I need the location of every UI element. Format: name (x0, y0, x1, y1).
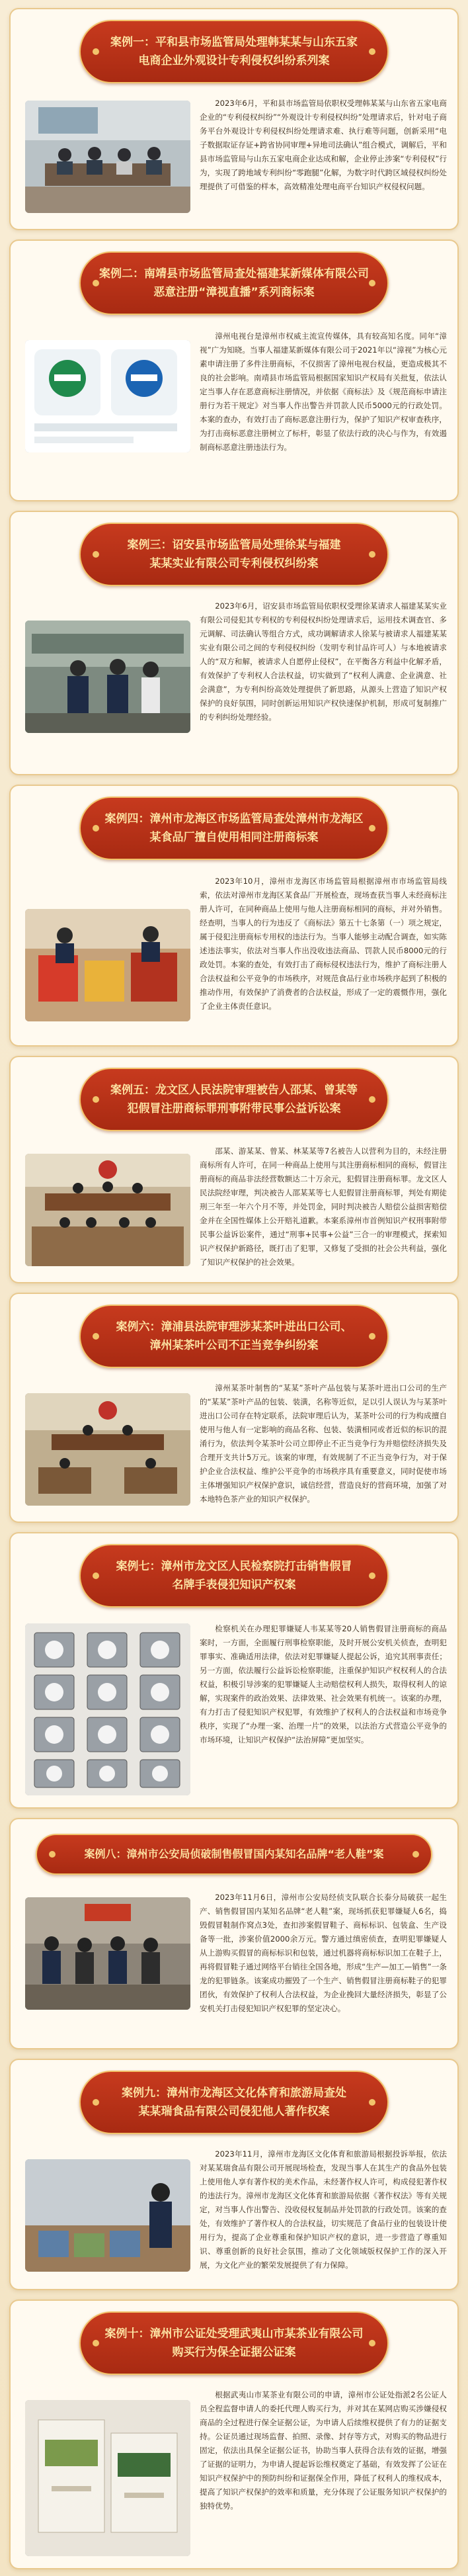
case-card-1 (9, 8, 459, 230)
case-card-2 (9, 239, 459, 501)
case-banner (79, 523, 389, 586)
app-logo-screenshot (25, 340, 190, 452)
seized-goods-photo (25, 909, 190, 1021)
case-banner (79, 1544, 389, 1608)
case-description: 2023年6月，平和县市场监管局依职权受理韩某某与山东省五家电商企业的“专利侵权纠纷”“外观设计专利侵权纠纷”处理请求后，针对电子商务平台外观设计专利侵权纠纷处理请求难、执行难等问题，创新采用“电子数据取证存证+跨省协同审理+异地司法确认”组合模式，调解后，平和县市场监管局与山东五家电商企业达成和解，企业停止涉案“专利侵权”行为，实现了跨地域专利纠纷“零跑腿”化解，为数字时代跨区域侵权纠纷处理提供了可借鉴的样本，高效精准处理电商平台知识产权侵权问题。 (200, 99, 447, 191)
case-title-line1: 案例五：龙文区人民法院审理被告人邵某、曾某等 (110, 1084, 358, 1097)
case-description: 邵某、游某某、曾某、林某某等7名被告人以营利为目的，未经注册商标所有人许可，在同一种商品上使用与其注册商标相同的商标，假冒注册商标的商品非法经营数额达二十万余元，犯假冒注册商标罪。龙文区人民法院经审理，判决被告人邵某某等七人犯假冒注册商标罪，判处有期徒刑三年至一年六个月不等，并处罚金，同时判决被告人赔偿公益损害赔偿金并在全国性媒体上公开赔礼道歉。本案系漳州市首例知识产权刑事附带民事公益诉讼案件，通过“刑事+民事+公益”三合一的审理模式，探索知识产权保护新路径，既打击了犯罪，又修复了受损的社会公共利益，强化了知识产权保护的社会效果。 (200, 1146, 447, 1267)
banner-ornament (93, 1572, 99, 1579)
watches-evidence-photo (25, 1623, 190, 1795)
banner-ornament (93, 825, 99, 832)
case-card-10 (9, 2299, 459, 2569)
tea-boxes-photo (25, 2400, 190, 2556)
banner-ornament (93, 280, 99, 286)
case-title-line1: 案例十：漳州市公证处受理武夷山市某茶业有限公司 (104, 2327, 364, 2340)
case-title-line1: 案例二：南靖县市场监管局查处福建某新媒体有限公司 (99, 267, 369, 280)
packaging-inspection-photo (25, 2159, 190, 2272)
case-card-9 (9, 2059, 459, 2290)
case-banner (79, 796, 389, 860)
case-card-7 (9, 1532, 459, 1809)
banner-ornament (369, 2099, 375, 2106)
case-title-line2: 某某瑞食品有限公司侵犯他人著作权案 (138, 2105, 330, 2118)
case-banner (79, 1305, 389, 1368)
case-description: 2023年6月，诏安县市场监管局依职权受理徐某请求人福建某某实业有限公司侵犯其专利权的专利侵权纠纷处理请求后，运用技术调查官、多元调解、司法确认等组合方式，成功调解请求人徐某与被请求人福建某某实业有限公司之间的专利侵权纠纷（发明专利甘品许可人）与本地被请求人的“双方和解，被请求人自愿停止侵权”，在平衡各方利益中化解矛盾，有效保护了专利权人合法权益，切实做到了“权利人满意、企业满意、社会满意”，为专利纠纷高效处理提供了新思路，从源头上营造了知识产权保护的良好氛围，同时创新运用知识产权快速保护机制，形成可复制推广的专利纠纷处理经验。 (200, 601, 447, 722)
banner-ornament (93, 1096, 99, 1103)
case-banner (36, 1834, 432, 1875)
banner-ornament (93, 2340, 99, 2346)
case-title-line1: 案例九：漳州市龙海区文化体育和旅游局查处 (122, 2086, 346, 2100)
case-card-6 (9, 1293, 459, 1523)
case-title-line1: 案例七：漳州市龙文区人民检察院打击销售假冒 (116, 1560, 352, 1573)
courtroom-photo-2 (25, 1393, 190, 1506)
case-title-line2: 某食品厂擅自使用相同注册商标案 (149, 831, 319, 844)
case-description: 漳州某茶叶制售的“某某”茶叶产品包装与某茶叶进出口公司的生产的“某某”茶叶产品的包装、装潢，名称等近似，足以引人误认为与某茶叶进出口公司存在特定联系，法院审理后认为，某茶叶公司的行为构成擅自使用与他人有一定影响的商品名称、包装、装潢相同或者近似的标识的混淆行为，依法判令某茶叶公司立即停止不正当竞争行为并赔偿经济损失及合理开支共计5万元。该案的审理，有效规制了不正当竞争行为，对于保护企业合法权益、维护公平竞争的市场秩序具有重要意义，同时促使市场主体增强知识产权保护意识，诚信经营，营造良好的营商环境，加强了对本地特色茶产业的知识产权保护。 (200, 1383, 447, 1504)
banner-ornament (93, 48, 99, 55)
case-title-line2: 电商企业外观设计专利侵权纠纷系列案 (138, 54, 330, 67)
case-title-line2: 犯假冒注册商标罪刑事附带民事公益诉讼案 (127, 1102, 341, 1115)
banner-ornament (369, 551, 375, 558)
courtroom-photo-1 (25, 1154, 190, 1266)
banner-ornament (93, 2099, 99, 2106)
case-card-4 (9, 785, 459, 1047)
case-description: 2023年11月6日，漳州市公安局经侦支队联合长泰分局破获一起生产、销售假冒国内某知名品牌“老人鞋”案，现场抓获犯罪嫌疑人6名，捣毁假冒鞋制作窝点3处，查扣涉案假冒鞋子、商标标识、包装盒、生产设备等一批，涉案价值2000余万元。警方通过缜密侦查，查明犯罪嫌疑人从上游购买假冒的商标标识和包装，通过机器将商标标识加工在鞋子上，再将假冒鞋子通过网络平台销往全国各地，形成“生产—加工—销售”一条龙的犯罪链条。该案成功摧毁了一个生产、销售假冒注册商标鞋子的犯罪团伙，有效保护了权利人合法权益，为企业挽回大量经济损失，彰显了公安机关打击侵犯知识产权犯罪的坚定决心。 (200, 1893, 447, 2013)
banner-ornament (369, 1096, 375, 1103)
case-title-line2: 恶意注册“漳视直播”系列商标案 (153, 286, 315, 299)
banner-ornament (412, 1851, 419, 1858)
banner-ornament (369, 1333, 375, 1340)
case-title-line1: 案例三：诏安县市场监管局处理徐某与福建 (127, 538, 341, 552)
case-description: 2023年10月，漳州市龙海区市场监管局根据漳州市市场监管局线索，依法对漳州市龙海区某食品厂开展检查，现场查获当事人未经商标注册人许可，在同种商品上使用与他人注册商标相同的商标，并对外销售。经查明，当事人的行为违反了《商标法》第五十七条第（一）项之规定，属于侵犯注册商标专用权的违法行为。当事人能够主动配合调查，如实陈述违法事实，依法对当事人作出没收违法商品、罚款人民币8000元的行政处罚。本案的查处，有效打击了商标侵权违法行为，维护了商标注册人合法权益和公平竞争的市场秩序，对规范食品行业市场秩序起到了积极的推动作用，有效保护了消费者的合法权益，形成了一定的震慑作用，强化了企业主体责任意识。 (200, 877, 447, 1011)
case-title-line1: 案例一：平和县市场监管局处理韩某某与山东五家 (110, 36, 358, 49)
banner-ornament (369, 1572, 375, 1579)
banner-ornament (369, 48, 375, 55)
case-banner (79, 1068, 389, 1131)
inspection-photo (25, 621, 190, 733)
case-banner (79, 2311, 389, 2375)
banner-ornament (49, 1851, 56, 1858)
case-title-line2: 购买行为保全证据公证案 (172, 2346, 296, 2359)
case-card-8 (9, 1818, 459, 2049)
meeting-room-photo (25, 101, 190, 213)
case-title-line2: 某某实业有限公司专利侵权纠纷案 (149, 557, 319, 570)
banner-ornament (369, 2340, 375, 2346)
case-title-line1: 案例四：漳州市龙海区市场监管局查处漳州市龙海区 (104, 812, 364, 826)
case-card-5 (9, 1056, 459, 1283)
case-card-3 (9, 511, 459, 775)
case-title-line1: 案例六：漳浦县法院审理涉某茶叶进出口公司、 (116, 1320, 352, 1334)
case-title-line2: 漳州某茶叶公司不正当竞争纠纷案 (149, 1339, 319, 1352)
banner-ornament (369, 825, 375, 832)
case-description: 2023年11月，漳州市龙海区文化体育和旅游局根据投诉举报，依法对某某瑞食品有限公司开展现场检查，发现当事人在其生产的食品外包装上使用他人享有著作权的美术作品，未经著作权人许可，构成侵犯著作权的违法行为。漳州市龙海区文化体育和旅游局依据《著作权法》等有关规定，对当事人作出警告、没收侵权复制品并处罚款的行政处罚。该案的查处，有效维护了著作权人的合法权益，切实规范了食品行业的包装设计使用行为，提高了企业尊重和保护知识产权的意识，进一步营造了尊重知识、尊重创新的良好社会氛围，推动了文化领域版权保护工作的深入开展，为文化产业的繁荣发展提供了有力保障。 (200, 2149, 447, 2270)
case-title-line2: 名牌手表侵犯知识产权案 (172, 1578, 296, 1592)
case-description: 检察机关在办理犯罪嫌疑人韦某某等20人销售假冒注册商标的商品案时，一方面，全面履行刑事检察职能，及时开展公安机关侦查，查明犯罪事实、准确适用法律，依法对犯罪嫌疑人提起公诉，追究其刑事责任；另一方面，依法履行公益诉讼检察职能，注重保护知识产权权利人的合法权益，积极引导涉案的犯罪嫌疑人主动赔偿权利人损失，取得权利人的谅解，实现案件的政治效果、法律效果、社会效果有机统一。该案的办理，有力打击了侵犯知识产权犯罪，有效维护了权利人的合法权益和市场竞争秩序，实现了“办理一案、治理一片”的效果，以法治方式营造公平竞争的市场环境，让知识产权保护“法治屏障”更加坚实。 (200, 1624, 447, 1744)
case-description: 根据武夷山市某茶业有限公司的申请，漳州市公证处指派2名公证人员全程监督申请人的委托代理人购买行为，并对其在某网店购买涉嫌侵权商品的全过程进行保全证据公证，为申请人后续维权提供了有力的证据支持。公证员通过现场监督、拍照、录像、封存等方式，对购买的物品进行固定，依法出具保全证据公证书，协助当事人获得合法有效的证据，增强了证据的证明力，为申请人提起诉讼维权奠定了基础，有效发挥了公证在知识产权保护中的预防纠纷和证据保全作用，降低了权利人的维权成本，提高了知识产权保护的效率和质量，充分体现了公证服务知识产权保护的独特优势。 (200, 2390, 447, 2511)
police-raid-photo (25, 1897, 190, 2010)
case-banner (79, 20, 389, 83)
banner-ornament (369, 280, 375, 286)
case-banner (79, 2071, 389, 2134)
case-banner (79, 251, 389, 315)
banner-ornament (93, 1333, 99, 1340)
case-title-line1: 案例八：漳州市公安局侦破制售假冒国内某知名品牌“老人鞋”案 (84, 1848, 384, 1860)
banner-ornament (93, 551, 99, 558)
case-description: 漳州电视台是漳州市权威主流宣传媒体，具有较高知名度。同年“漳视”广为知晓。当事人福建某新媒体有限公司于2021年以“漳视”为核心元素申请注册了多件注册商标，不仅损害了漳州电视台权益，更造成极其不良的社会影响。南靖县市场监管局根据国家知识产权局有关批复，依法认定当事人存在恶意商标注册情况，并依据《商标法》及《规范商标申请注册行为若干规定》对当事人作出警告并罚款人民币5000元的行政处罚。本案的查办，有效打击了商标恶意注册行为，保护了知识产权审查秩序，为打击商标恶意注册树立了标杆，彰显了依法行政的决心与作为，有效遏制商标恶意注册违法行为。 (200, 331, 447, 452)
